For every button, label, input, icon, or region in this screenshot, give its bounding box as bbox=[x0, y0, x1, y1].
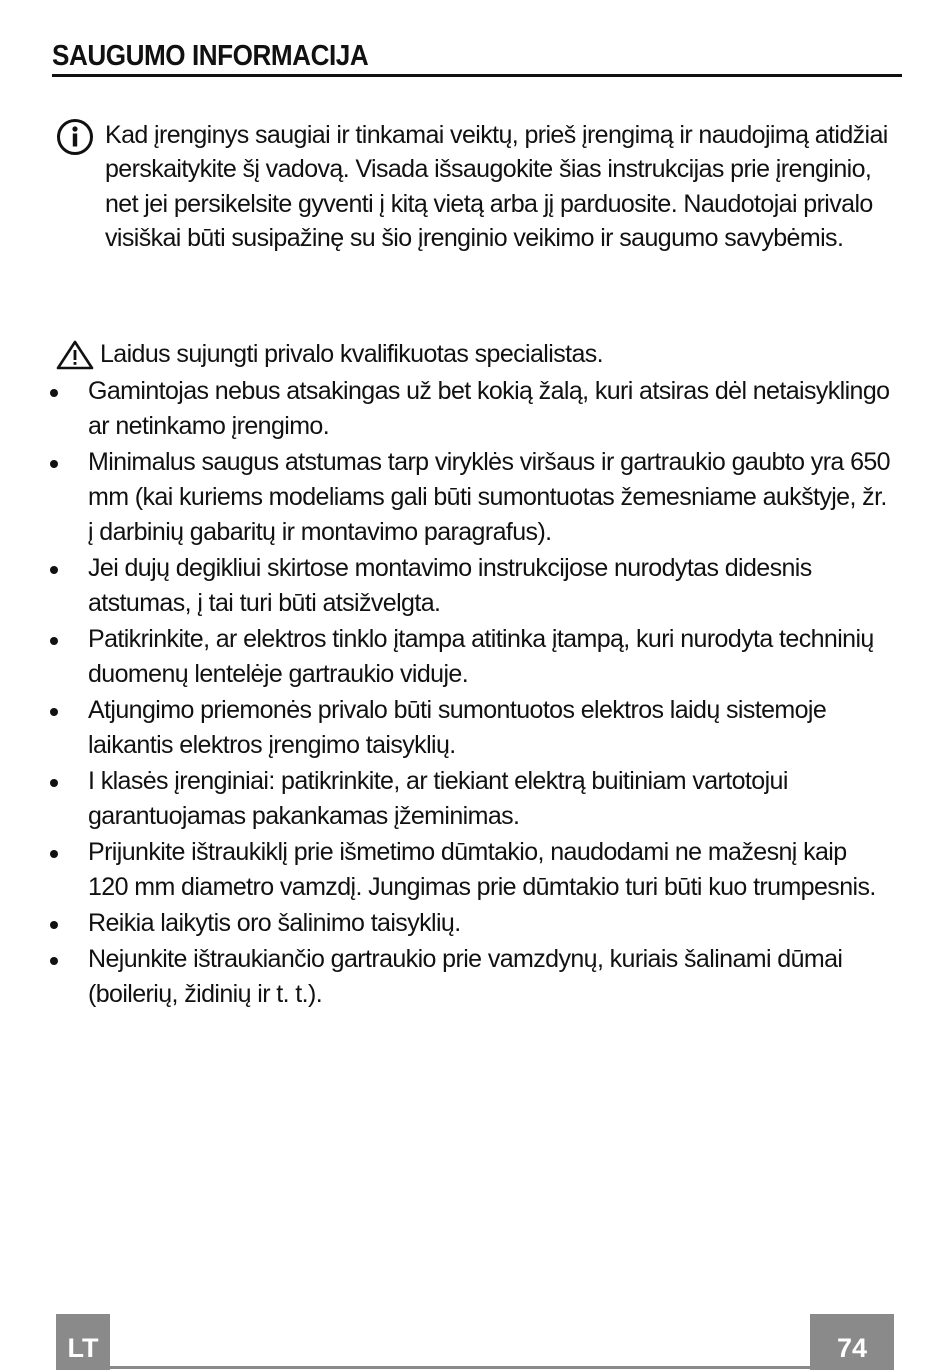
list-item-text: Jei dujų degikliui skirtose montavimo instrukcijose nurodytas didesnis atstumas, į tai turi būti atsižvelgta. bbox=[88, 554, 812, 617]
list-item-text: Atjungimo priemonės privalo būti sumontuotos elektros laidų sistemoje laikantis elektros įrengimo taisyklių. bbox=[88, 696, 827, 759]
list-item bbox=[40, 942, 890, 1012]
title-underline bbox=[52, 74, 902, 77]
page-number: 74 bbox=[810, 1314, 894, 1370]
list-item-text: Gamintojas nebus atsakingas už bet kokią žalą, kuri atsiras dėl netaisyklingo ar netinkamo įrengimo. bbox=[88, 377, 890, 440]
list-item bbox=[40, 764, 890, 834]
list-item bbox=[40, 835, 890, 905]
bullet-icon bbox=[50, 850, 58, 858]
bullet-icon bbox=[50, 637, 58, 645]
list-item bbox=[40, 622, 890, 692]
warning-text: Laidus sujungti privalo kvalifikuotas specialistas. bbox=[100, 340, 604, 368]
list-item-text: Reikia laikytis oro šalinimo taisyklių. bbox=[88, 909, 461, 937]
page-title: SAUGUMO INFORMACIJA bbox=[52, 40, 369, 72]
list-item-text: Prijunkite ištraukiklį prie išmetimo dūmtakio, naudodami ne mažesnį kaip 120 mm diametro vamzdį. Jungimas prie dūmtakio turi būti kuo trumpesnis. bbox=[88, 838, 876, 901]
info-notice bbox=[56, 118, 896, 255]
bullet-icon bbox=[50, 460, 58, 468]
list-item bbox=[40, 693, 890, 763]
list-item-text: I klasės įrenginiai: patikrinkite, ar tiekiant elektrą buitiniam vartotojui garantuojamas pakankamas įžeminimas. bbox=[88, 767, 788, 830]
safety-list bbox=[40, 374, 890, 1013]
list-item-text: Patikrinkite, ar elektros tinklo įtampa atitinka įtampą, kuri nurodyta techninių duomenų lentelėje gartraukio viduje. bbox=[88, 625, 874, 688]
warning-icon bbox=[56, 340, 94, 370]
bullet-icon bbox=[50, 389, 58, 397]
list-item-text: Minimalus saugus atstumas tarp viryklės viršaus ir gartraukio gaubto yra 650 mm (kai kuriems modeliams gali būti sumontuotas žemesniame aukštyje, žr. į darbinių gabaritų ir montavimo paragrafus). bbox=[88, 448, 890, 546]
list-item-text: Nejunkite ištraukiančio gartraukio prie vamzdynų, kuriais šalinami dūmai (boilerių, židinių ir t. t.). bbox=[88, 945, 843, 1008]
warning-notice bbox=[56, 336, 896, 372]
language-tab: LT bbox=[56, 1314, 110, 1370]
bullet-icon bbox=[50, 708, 58, 716]
footer-divider bbox=[110, 1366, 810, 1369]
bullet-icon bbox=[50, 779, 58, 787]
list-item bbox=[40, 445, 890, 550]
list-item bbox=[40, 374, 890, 444]
bullet-icon bbox=[50, 921, 58, 929]
list-item bbox=[40, 906, 890, 941]
info-icon bbox=[56, 118, 94, 156]
bullet-icon bbox=[50, 566, 58, 574]
bullet-icon bbox=[50, 957, 58, 965]
info-text: Kad įrenginys saugiai ir tinkamai veiktų, prieš įrengimą ir naudojimą atidžiai perskaitykite šį vadovą. Visada išsaugokite šias instrukcijas prie įrenginio, net jei persikelsite gyventi į kitą vietą arba jį parduosite. Naudotojai privalo visiškai būti susipažinę su šio įrenginio veikimo ir saugumo savybėmis. bbox=[105, 121, 888, 252]
list-item bbox=[40, 551, 890, 621]
